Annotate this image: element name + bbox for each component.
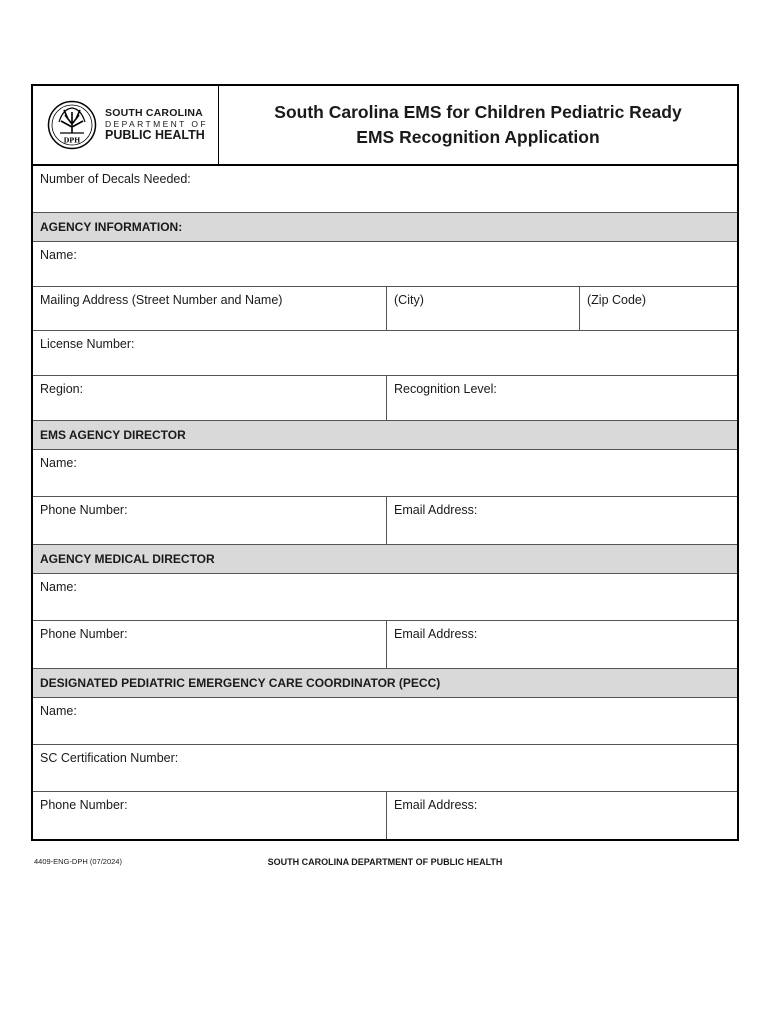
region-row <box>33 376 737 421</box>
ems-director-phone-field[interactable] <box>33 497 387 544</box>
pecc-email-label: Email Address: <box>394 798 478 812</box>
agency-name-label: Name: <box>40 248 77 262</box>
agency-name-field[interactable] <box>33 242 737 287</box>
logo-line-3: PUBLIC HEALTH <box>105 128 205 143</box>
ems-director-email-label: Email Address: <box>394 503 478 517</box>
pecc-name-label: Name: <box>40 704 77 718</box>
medical-director-section-heading: AGENCY MEDICAL DIRECTOR <box>33 545 737 574</box>
mailing-address-row <box>33 287 737 331</box>
region-field[interactable] <box>33 376 387 420</box>
medical-director-name-field[interactable] <box>33 574 737 621</box>
medical-director-email-label: Email Address: <box>394 627 478 641</box>
logo-line-1: SOUTH CAROLINA <box>105 107 203 120</box>
license-number-field[interactable] <box>33 331 737 376</box>
application-form <box>31 84 739 841</box>
agency-section-heading: AGENCY INFORMATION: <box>33 213 737 242</box>
zip-code-label: (Zip Code) <box>587 293 647 307</box>
form-header <box>33 86 737 166</box>
decals-label: Number of Decals Needed: <box>40 172 191 186</box>
medical-director-phone-label: Phone Number: <box>40 627 128 641</box>
medical-director-phone-field[interactable] <box>33 621 387 668</box>
logo-line-2: DEPARTMENT OF <box>105 118 208 129</box>
pecc-phone-field[interactable] <box>33 792 387 839</box>
ems-director-name-field[interactable] <box>33 450 737 497</box>
zip-code-field[interactable] <box>580 287 737 330</box>
recognition-level-label: Recognition Level: <box>394 382 497 396</box>
pecc-section-heading: DESIGNATED PEDIATRIC EMERGENCY CARE COORDINATOR (PECC) <box>33 669 737 698</box>
decals-field[interactable] <box>33 166 737 213</box>
medical-director-contact-row <box>33 621 737 669</box>
medical-director-email-field[interactable] <box>387 621 737 668</box>
tree-seal-icon <box>47 100 97 150</box>
logo-badge: DPH <box>63 136 81 145</box>
form-code: 4409-ENG-DPH (07/2024) <box>34 857 122 866</box>
sc-certification-field[interactable] <box>33 745 737 792</box>
recognition-level-field[interactable] <box>387 376 737 420</box>
ems-director-contact-row <box>33 497 737 545</box>
footer-department: SOUTH CAROLINA DEPARTMENT OF PUBLIC HEALTH <box>267 857 503 867</box>
city-field[interactable] <box>387 287 580 330</box>
medical-director-name-label: Name: <box>40 580 77 594</box>
form-title <box>219 86 737 164</box>
dph-logo <box>33 86 219 164</box>
ems-director-email-field[interactable] <box>387 497 737 544</box>
mailing-address-field[interactable] <box>33 287 387 330</box>
pecc-email-field[interactable] <box>387 792 737 839</box>
title-line-1: South Carolina EMS for Children Pediatric Ready <box>274 102 682 122</box>
mailing-address-label: Mailing Address (Street Number and Name) <box>40 293 283 307</box>
region-label: Region: <box>40 382 84 396</box>
ems-director-section-heading: EMS AGENCY DIRECTOR <box>33 421 737 450</box>
pecc-phone-label: Phone Number: <box>40 798 128 812</box>
ems-director-name-label: Name: <box>40 456 77 470</box>
license-number-label: License Number: <box>40 337 135 351</box>
ems-director-phone-label: Phone Number: <box>40 503 128 517</box>
logo-wordmark <box>105 108 208 142</box>
city-label: (City) <box>394 293 424 307</box>
pecc-contact-row <box>33 792 737 839</box>
pecc-name-field[interactable] <box>33 698 737 745</box>
sc-certification-label: SC Certification Number: <box>40 751 179 765</box>
title-line-2: EMS Recognition Application <box>356 127 600 147</box>
